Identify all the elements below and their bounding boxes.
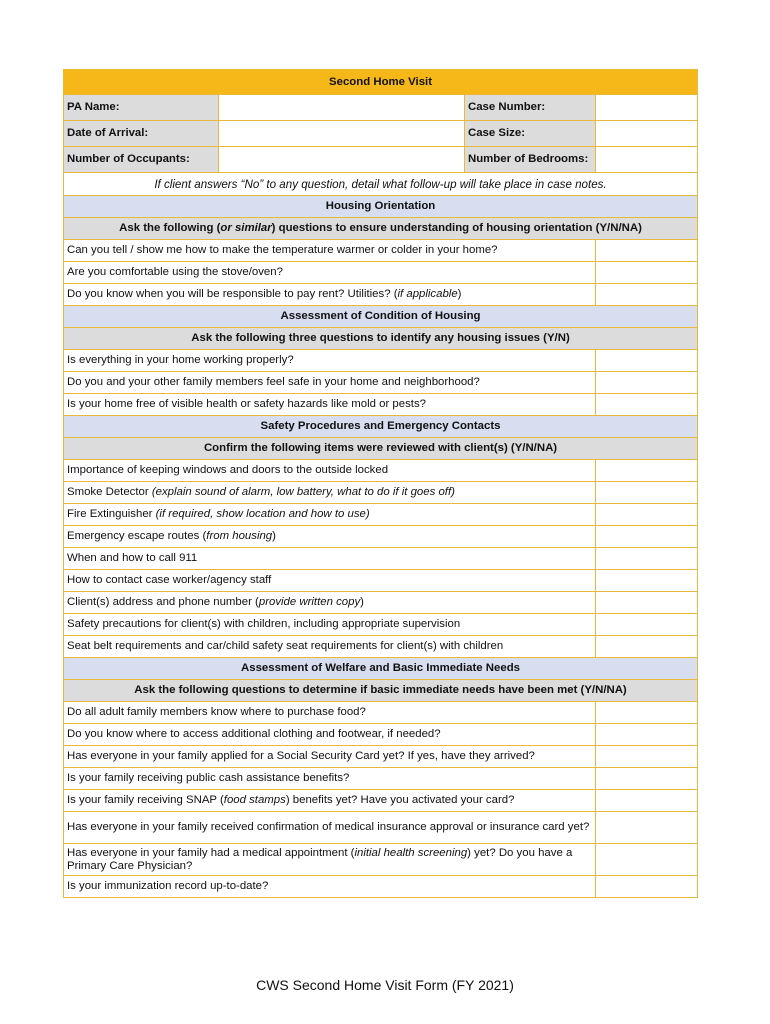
question-row <box>64 460 698 482</box>
question-text-main: Emergency escape routes ( <box>67 530 207 542</box>
question-text <box>64 284 596 306</box>
question-text-main: Is your home free of visible health or safety hazards like mold or pests? <box>67 398 426 410</box>
info-row-occupants <box>64 147 698 173</box>
answer-field[interactable] <box>596 702 698 724</box>
question-text-emphasis: (if required, show location and how to use) <box>155 508 370 520</box>
occupants-field[interactable] <box>219 147 465 173</box>
answer-field[interactable] <box>596 614 698 636</box>
answer-field[interactable] <box>596 844 698 876</box>
section-instruction-row <box>64 328 698 350</box>
question-text-main: Do you know when you will be responsible to pay rent? Utilities? ( <box>67 288 398 300</box>
question-row <box>64 570 698 592</box>
question-text-tail: ) <box>360 596 364 608</box>
question-text <box>64 548 596 570</box>
instruction-text: Ask the following questions to determine if basic immediate needs have been met (Y/N/NA) <box>134 684 627 696</box>
pa-name-field[interactable] <box>219 95 465 121</box>
section-instruction-row <box>64 680 698 702</box>
question-row <box>64 592 698 614</box>
question-row <box>64 394 698 416</box>
question-text-main: When and how to call 911 <box>67 552 198 564</box>
question-row <box>64 262 698 284</box>
answer-field[interactable] <box>596 284 698 306</box>
question-row <box>64 746 698 768</box>
answer-field[interactable] <box>596 350 698 372</box>
question-row <box>64 240 698 262</box>
question-row <box>64 372 698 394</box>
question-row <box>64 482 698 504</box>
date-of-arrival-label: Date of Arrival: <box>64 121 219 147</box>
section-instruction-row <box>64 218 698 240</box>
question-text <box>64 592 596 614</box>
instruction-text: Confirm the following items were reviewed with client(s) (Y/N/NA) <box>203 442 558 454</box>
answer-field[interactable] <box>596 526 698 548</box>
question-text <box>64 636 596 658</box>
question-text-main: Is your family receiving public cash assistance benefits? <box>67 772 350 784</box>
question-text <box>64 844 596 876</box>
question-text <box>64 482 596 504</box>
question-text-emphasis: if applicable <box>397 288 458 300</box>
question-row <box>64 284 698 306</box>
answer-field[interactable] <box>596 372 698 394</box>
question-text-main: Importance of keeping windows and doors to the outside locked <box>67 464 389 476</box>
question-text <box>64 394 596 416</box>
question-row <box>64 636 698 658</box>
instruction-text-tail: ) questions to ensure understanding of housing orientation (Y/N/NA) <box>271 222 642 234</box>
info-row-pa-name <box>64 95 698 121</box>
answer-field[interactable] <box>596 394 698 416</box>
form-title-row <box>64 70 698 95</box>
answer-field[interactable] <box>596 570 698 592</box>
instruction-text: Ask the following three questions to identify any housing issues (Y/N) <box>191 332 570 344</box>
answer-field[interactable] <box>596 746 698 768</box>
question-row <box>64 812 698 844</box>
question-text <box>64 526 596 548</box>
instruction-note: If client answers “No” to any question, detail what follow-up will take place in case notes. <box>64 173 698 196</box>
section-instruction-row <box>64 438 698 460</box>
question-text-main: Smoke Detector <box>67 486 152 498</box>
answer-field[interactable] <box>596 548 698 570</box>
question-text-main: Is your family receiving SNAP ( <box>67 794 224 806</box>
answer-field[interactable] <box>596 482 698 504</box>
answer-field[interactable] <box>596 504 698 526</box>
question-text <box>64 702 596 724</box>
date-of-arrival-field[interactable] <box>219 121 465 147</box>
section-instruction <box>64 438 698 460</box>
case-size-label: Case Size: <box>465 121 596 147</box>
answer-field[interactable] <box>596 262 698 284</box>
question-row <box>64 614 698 636</box>
question-text-tail: ) yet? Do you have a Primary Care Physician? <box>67 846 573 872</box>
question-text <box>64 790 596 812</box>
question-text-tail: ) <box>457 288 462 300</box>
question-row <box>64 548 698 570</box>
question-text-emphasis: food stamps <box>223 794 286 806</box>
info-row-arrival <box>64 121 698 147</box>
question-row <box>64 876 698 898</box>
question-text-main: Has everyone in your family applied for a Social Security Card yet? If yes, have they arrived? <box>67 750 535 762</box>
section-header-row <box>64 306 698 328</box>
instruction-emphasis: or similar <box>220 222 272 234</box>
answer-field[interactable] <box>596 724 698 746</box>
question-text <box>64 614 596 636</box>
question-text-main: Safety precautions for client(s) with children, including appropriate supervision <box>67 618 461 630</box>
section-header-row <box>64 416 698 438</box>
question-text-main: Is everything in your home working properly? <box>67 354 294 366</box>
question-text-emphasis: from housing <box>206 530 273 542</box>
question-row <box>64 844 698 876</box>
question-text-main: How to contact case worker/agency staff <box>67 574 272 586</box>
bedrooms-field[interactable] <box>596 147 698 173</box>
section-title: Assessment of Welfare and Basic Immediate Needs <box>64 658 698 680</box>
instruction-note-row <box>64 173 698 196</box>
occupants-label: Number of Occupants: <box>64 147 219 173</box>
case-number-label: Case Number: <box>465 95 596 121</box>
question-text-main: Fire Extinguisher <box>67 508 156 520</box>
question-text <box>64 876 596 898</box>
question-text-main: Client(s) address and phone number ( <box>67 596 259 608</box>
question-text-main: Can you tell / show me how to make the temperature warmer or colder in your home? <box>67 244 498 256</box>
question-text <box>64 812 596 844</box>
question-text-tail: ) benefits yet? Have you activated your card? <box>285 794 515 806</box>
question-row <box>64 768 698 790</box>
question-text-emphasis: initial health screening <box>354 846 468 859</box>
pa-name-label: PA Name: <box>64 95 219 121</box>
question-text-main: Seat belt requirements and car/child safety seat requirements for client(s) with children <box>67 640 504 652</box>
question-text-emphasis: provide written copy <box>258 596 361 608</box>
answer-field[interactable] <box>596 460 698 482</box>
page-footer: CWS Second Home Visit Form (FY 2021) <box>256 977 514 993</box>
question-text <box>64 504 596 526</box>
section-title: Housing Orientation <box>64 196 698 218</box>
question-text-main: Do all adult family members know where to purchase food? <box>67 706 366 718</box>
section-title: Assessment of Condition of Housing <box>64 306 698 328</box>
question-text-main: Is your immunization record up-to-date? <box>67 880 269 892</box>
section-header-row <box>64 658 698 680</box>
question-row <box>64 350 698 372</box>
question-text-tail: ) <box>272 530 276 542</box>
question-text-main: Do you and your other family members feel safe in your home and neighborhood? <box>67 376 480 388</box>
bedrooms-label: Number of Bedrooms: <box>465 147 596 173</box>
section-instruction <box>64 328 698 350</box>
question-text-main: Do you know where to access additional clothing and footwear, if needed? <box>67 728 441 740</box>
form-title: Second Home Visit <box>64 70 698 95</box>
home-visit-form <box>63 69 698 898</box>
question-text <box>64 240 596 262</box>
question-text <box>64 350 596 372</box>
question-text <box>64 724 596 746</box>
question-text <box>64 460 596 482</box>
instruction-text: Ask the following ( <box>119 222 221 234</box>
case-size-field[interactable] <box>596 121 698 147</box>
section-title: Safety Procedures and Emergency Contacts <box>64 416 698 438</box>
answer-field[interactable] <box>596 790 698 812</box>
question-row <box>64 702 698 724</box>
answer-field[interactable] <box>596 768 698 790</box>
question-text <box>64 746 596 768</box>
section-instruction <box>64 680 698 702</box>
question-row <box>64 504 698 526</box>
question-text-emphasis: (explain sound of alarm, low battery, what to do if it goes off) <box>151 486 455 498</box>
question-text <box>64 262 596 284</box>
answer-field[interactable] <box>596 636 698 658</box>
question-row <box>64 526 698 548</box>
question-row <box>64 724 698 746</box>
question-text-main: Has everyone in your family received confirmation of medical insurance approval or insurance card yet? <box>67 821 590 833</box>
question-text <box>64 768 596 790</box>
section-header-row <box>64 196 698 218</box>
answer-field[interactable] <box>596 876 698 898</box>
question-text-main: Has everyone in your family had a medical appointment ( <box>67 846 355 859</box>
question-text <box>64 372 596 394</box>
question-text-main: Are you comfortable using the stove/oven? <box>67 266 283 278</box>
case-number-field[interactable] <box>596 95 698 121</box>
question-text <box>64 570 596 592</box>
answer-field[interactable] <box>596 592 698 614</box>
section-instruction <box>64 218 698 240</box>
answer-field[interactable] <box>596 812 698 844</box>
question-row <box>64 790 698 812</box>
answer-field[interactable] <box>596 240 698 262</box>
